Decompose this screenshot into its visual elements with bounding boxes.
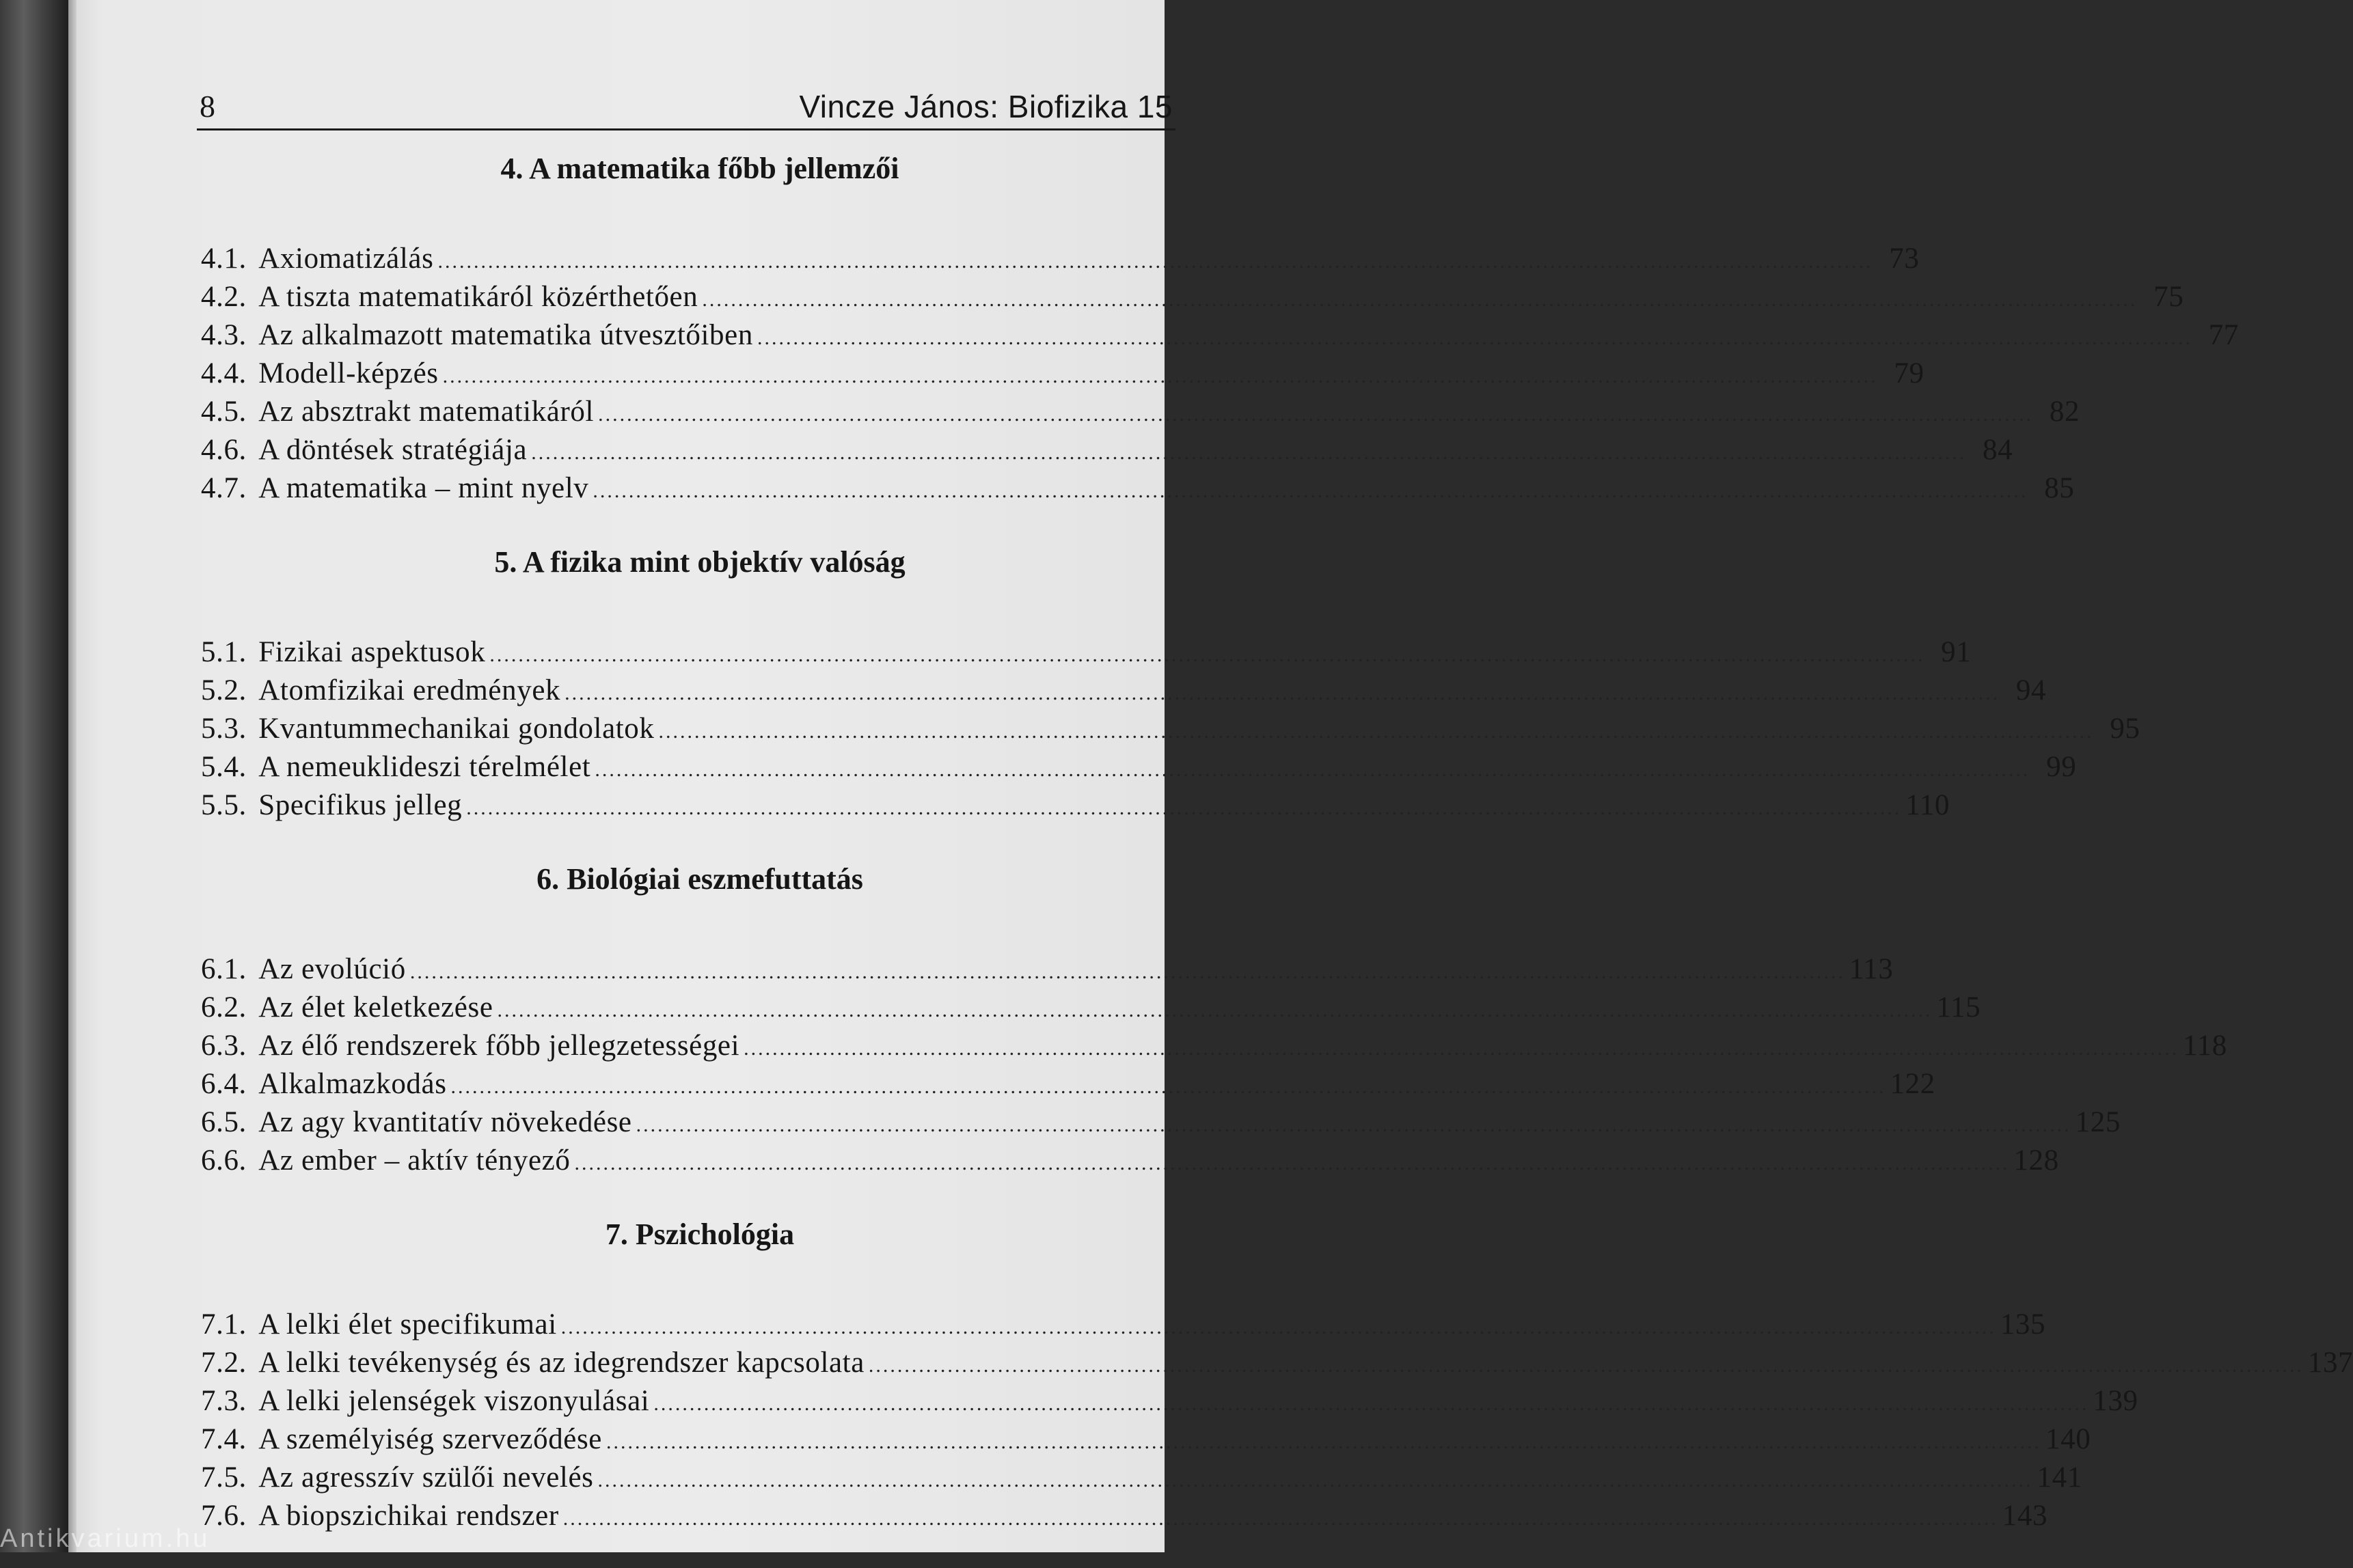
entry-title: A biopszichikai rendszer (258, 1500, 559, 1532)
dot-leader (410, 953, 1845, 991)
entry-page-number: 82 (2049, 396, 2080, 428)
dot-leader (869, 1347, 2304, 1385)
toc-entry (197, 950, 1894, 989)
toc-entry (197, 431, 2013, 469)
running-title: Vincze János: Biofizika 15 (799, 89, 1173, 124)
entry-title: Az alkalmazott matematika útvesztőiben (258, 319, 753, 351)
toc-entry-list (197, 633, 2140, 825)
watermark: Antikvarium.hu (0, 1524, 210, 1553)
entry-page-number: 143 (2002, 1500, 2048, 1532)
entry-page-number: 94 (2015, 674, 2047, 706)
toc-entry (197, 748, 2077, 786)
entry-page-number: 95 (2110, 713, 2140, 745)
entry-title: A nemeuklideszi térelmélet (258, 751, 591, 783)
toc-entry (197, 1103, 2121, 1142)
dot-leader (636, 1106, 2071, 1144)
entry-number: 6.2. (201, 991, 247, 1023)
entry-number: 7.3. (201, 1385, 247, 1417)
entry-number: 6.3. (201, 1030, 247, 1062)
entry-page-number: 115 (1936, 991, 1981, 1023)
entry-number: 6.5. (201, 1106, 247, 1138)
page-edge-shadow (68, 0, 77, 1552)
dot-leader (451, 1068, 1886, 1106)
entry-page-number: 110 (1905, 789, 1950, 821)
toc-entry (197, 393, 2080, 431)
entry-number: 4.4. (201, 357, 247, 389)
dot-leader (563, 1500, 1998, 1538)
dot-leader (443, 357, 1878, 396)
entry-page-number: 125 (2075, 1106, 2121, 1138)
table-of-contents (197, 147, 2353, 1568)
dot-leader (653, 1385, 2089, 1423)
toc-section (197, 147, 2239, 508)
entry-title: Fizikai aspektusok (258, 636, 486, 668)
entry-number: 7.1. (201, 1308, 247, 1340)
entry-number: 5.4. (201, 751, 247, 783)
entry-number: 6.4. (201, 1068, 247, 1100)
toc-entry (197, 1027, 2227, 1065)
entry-page-number: 137 (2307, 1347, 2353, 1379)
toc-entry (197, 1459, 2082, 1497)
entry-page-number: 139 (2093, 1385, 2138, 1417)
toc-entry (197, 355, 1924, 393)
toc-section (197, 1213, 2353, 1535)
dot-leader (498, 991, 1933, 1030)
toc-entry-list (197, 240, 2239, 508)
entry-page-number: 135 (2000, 1308, 2046, 1340)
entry-number: 7.4. (201, 1423, 247, 1455)
toc-entry (197, 1420, 2091, 1459)
toc-entry (197, 1344, 2353, 1382)
toc-entry (197, 786, 1950, 825)
entry-page-number: 73 (1889, 243, 1920, 275)
toc-entry (197, 989, 1981, 1027)
entry-number: 5.5. (201, 789, 247, 821)
entry-title: Az élő rendszerek főbb jellegzetességei (258, 1030, 740, 1062)
entry-title: Az agy kvantitatív növekedése (258, 1106, 632, 1138)
entry-number: 5.3. (201, 713, 247, 745)
entry-number: 4.5. (201, 396, 247, 428)
toc-entry (197, 278, 2184, 316)
toc-entry (197, 672, 2047, 710)
entry-number: 4.6. (201, 434, 247, 466)
section-title: 5. A fizika mint objektív valóság (494, 545, 906, 579)
dot-leader (531, 434, 1966, 472)
entry-number: 5.1. (201, 636, 247, 668)
entry-title: A lelki jelenségek viszonyulásai (258, 1385, 650, 1417)
entry-title: Kvantummechanikai gondolatok (258, 713, 655, 745)
entry-page-number: 99 (2046, 751, 2077, 783)
book-page (68, 0, 2353, 1552)
entry-title: Az evolúció (258, 953, 406, 985)
book-spine (0, 0, 68, 1552)
toc-entry (197, 1306, 2046, 1344)
toc-entry (197, 1382, 2138, 1420)
entry-number: 4.1. (201, 243, 247, 275)
section-title: 6. Biológiai eszmefuttatás (536, 862, 863, 896)
page-header (197, 83, 1175, 130)
toc-section (197, 857, 2227, 1180)
entry-title: Az élet keletkezése (258, 991, 493, 1023)
dot-leader (437, 243, 1873, 281)
page-number: 8 (200, 89, 215, 124)
entry-page-number: 75 (2153, 281, 2184, 313)
dot-leader (561, 1308, 1996, 1347)
entry-page-number: 128 (2013, 1144, 2059, 1177)
dot-leader (565, 674, 2000, 713)
entry-title: A matematika – mint nyelv (258, 472, 589, 504)
section-title: 7. Pszichológia (605, 1218, 795, 1251)
dot-leader (466, 789, 1901, 827)
toc-entry (197, 316, 2239, 355)
dot-leader (757, 319, 2192, 357)
entry-title: Atomfizikai eredmények (258, 674, 561, 706)
dot-leader (574, 1144, 2009, 1183)
entry-title: Alkalmazkodás (258, 1068, 447, 1100)
entry-title: A lelki élet specifikumai (258, 1308, 557, 1340)
toc-entry (197, 1065, 1935, 1103)
entry-title: Az absztrakt matematikáról (258, 396, 595, 428)
entry-title: Az agresszív szülői nevelés (258, 1461, 594, 1494)
entry-title: A lelki tevékenység és az idegrendszer kapcsolata (258, 1347, 865, 1379)
entry-page-number: 141 (2037, 1461, 2082, 1494)
entry-title: Az ember – aktív tényező (258, 1144, 571, 1177)
toc-entry (197, 469, 2075, 508)
entry-number: 7.6. (201, 1500, 247, 1532)
entry-title: A döntések stratégiája (258, 434, 528, 466)
toc-entry-list (197, 1306, 2353, 1535)
entry-page-number: 85 (2044, 472, 2075, 504)
entry-title: Specifikus jelleg (258, 789, 463, 821)
entry-title: Axiomatizálás (258, 243, 434, 275)
entry-page-number: 140 (2045, 1423, 2091, 1455)
dot-leader (598, 396, 2033, 434)
entry-page-number: 113 (1849, 953, 1894, 985)
entry-number: 4.2. (201, 281, 247, 313)
toc-entry-list (197, 950, 2227, 1180)
dot-leader (595, 751, 2030, 789)
entry-page-number: 84 (1982, 434, 2013, 466)
dot-leader (593, 472, 2028, 510)
dot-leader (659, 713, 2094, 751)
entry-page-number: 118 (2183, 1030, 2227, 1062)
entry-page-number: 79 (1894, 357, 1924, 389)
entry-number: 6.1. (201, 953, 247, 985)
toc-entry (197, 710, 2140, 748)
entry-number: 6.6. (201, 1144, 247, 1177)
dot-leader (489, 636, 1924, 674)
dot-leader (702, 281, 2137, 319)
toc-entry (197, 240, 1920, 278)
toc-entry (197, 1142, 2059, 1180)
entry-title: Modell-képzés (258, 357, 439, 389)
toc-entry (197, 1497, 2048, 1535)
dot-leader (744, 1030, 2179, 1068)
entry-title: A személyiség szerveződése (258, 1423, 602, 1455)
entry-number: 5.2. (201, 674, 247, 706)
entry-number: 7.5. (201, 1461, 247, 1494)
entry-page-number: 77 (2208, 319, 2239, 351)
entry-number: 4.7. (201, 472, 247, 504)
dot-leader (598, 1461, 2033, 1500)
entry-page-number: 91 (1941, 636, 1972, 668)
toc-section (197, 540, 2140, 825)
entry-number: 7.2. (201, 1347, 247, 1379)
toc-entry (197, 633, 1972, 672)
dot-leader (606, 1423, 2041, 1461)
entry-number: 4.3. (201, 319, 247, 351)
entry-page-number: 122 (1890, 1068, 1935, 1100)
section-title: 4. A matematika főbb jellemzői (500, 152, 899, 185)
entry-title: A tiszta matematikáról közérthetően (258, 281, 698, 313)
